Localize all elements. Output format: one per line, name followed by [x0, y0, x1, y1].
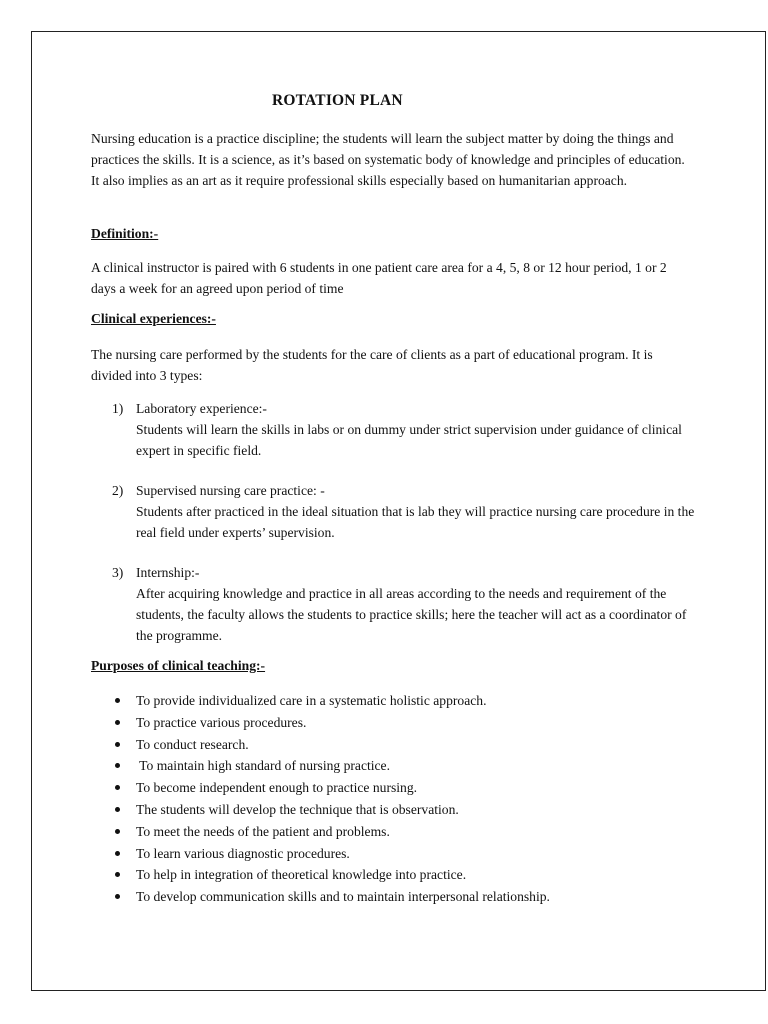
bullet-icon [115, 698, 120, 703]
list-item [112, 799, 550, 821]
bullet-icon [115, 872, 120, 877]
list-item [112, 821, 550, 843]
purposes-heading: Purposes of clinical teaching:- [91, 658, 266, 673]
definition-heading: Definition:- [91, 226, 159, 241]
clinical-experiences-text: The nursing care performed by the students for the care of clients as a part of educational program. It is divided into 3 types: [91, 347, 653, 384]
intro-paragraph: Nursing education is a practice discipline; the students will learn the subject matter by doing the things and practices the skills. It is a science, as it’s based on systematic body of knowledge and principles of education. It also implies as an art as it require professional skills especially based on humanitarian approach. [91, 131, 685, 189]
list-item [112, 755, 550, 777]
purposes-list [112, 690, 550, 908]
list-item [112, 690, 550, 712]
list-item [112, 864, 550, 886]
item-number: 3) [112, 565, 124, 580]
list-item-text: To provide individualized care in a systematic holistic approach. [136, 693, 487, 708]
bullet-icon [115, 829, 120, 834]
item-title: Internship:- [136, 565, 200, 580]
document-title: ROTATION PLAN [272, 92, 403, 109]
list-item [112, 712, 550, 734]
item-number: 1) [112, 401, 124, 416]
list-item-text: To become independent enough to practice nursing. [136, 780, 418, 796]
item-body: After acquiring knowledge and practice in all areas according to the needs and requirement of the students, the faculty allows the students to practice skills; here the teacher will act as a coordinator of the programme. [136, 586, 687, 644]
bullet-icon [115, 851, 120, 856]
list-item-text: To help in integration of theoretical knowledge into practice. [136, 867, 467, 883]
list-item [112, 734, 550, 756]
clinical-experiences-heading: Clinical experiences:- [91, 311, 216, 326]
bullet-icon [115, 742, 120, 747]
bullet-icon [115, 894, 120, 899]
list-item-text: To practice various procedures. [136, 714, 307, 730]
item-title: Supervised nursing care practice: - [136, 483, 325, 498]
bullet-icon [115, 807, 120, 812]
item-title: Laboratory experience:- [136, 401, 267, 416]
bullet-icon [115, 785, 120, 790]
list-item [112, 843, 550, 865]
list-item-text: To learn various diagnostic procedures. [136, 845, 350, 861]
bullet-icon [115, 720, 120, 725]
list-item-text: To conduct research. [136, 736, 249, 752]
list-item [112, 777, 550, 799]
list-item-text: To develop communication skills and to maintain interpersonal relationship. [136, 889, 550, 905]
item-body: Students after practiced in the ideal situation that is lab they will practice nursing care procedure in the real field under experts’ supervision. [136, 504, 695, 541]
list-item-text: To meet the needs of the patient and problems. [136, 823, 390, 839]
bullet-icon [115, 763, 120, 768]
item-number: 2) [112, 483, 124, 498]
list-item [112, 886, 550, 908]
list-item-text: The students will develop the technique that is observation. [136, 801, 459, 817]
list-item-text: To maintain high standard of nursing practice. [136, 758, 390, 774]
item-body: Students will learn the skills in labs or on dummy under strict supervision under guidance of clinical expert in specific field. [136, 422, 682, 459]
definition-text: A clinical instructor is paired with 6 students in one patient care area for a 4, 5, 8 or 12 hour period, 1 or 2 days a week for an agreed upon period of time [91, 260, 667, 297]
